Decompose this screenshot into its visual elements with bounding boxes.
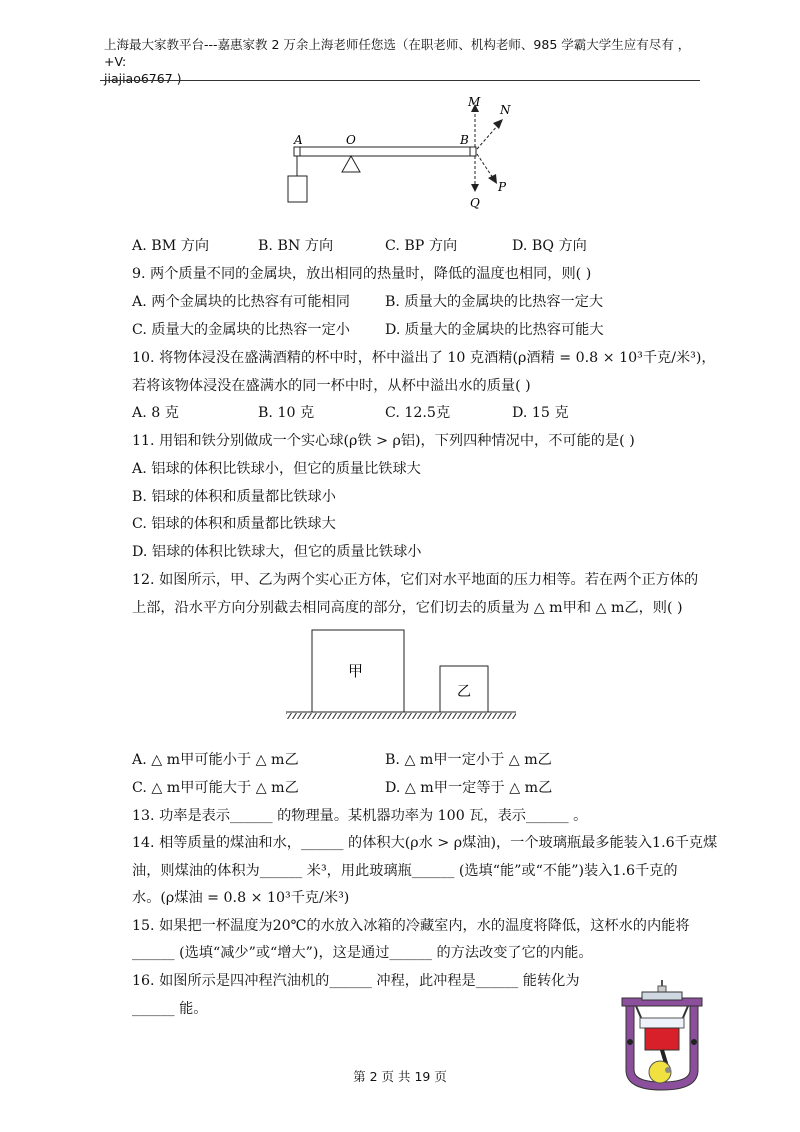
label-o: O xyxy=(346,133,356,147)
q16-line-2: ______ 能。 xyxy=(132,1001,208,1017)
q10-option-a: A. 8 克 xyxy=(132,405,179,421)
q10-stem-2: 若将该物体浸没在盛满水的同一杯中时，从杯中溢出水的质量( ) xyxy=(132,378,531,394)
fulcrum-triangle xyxy=(342,156,360,172)
q9-stem: 9. 两个质量不同的金属块，放出相同的热量时，降低的温度也相同，则( ) xyxy=(132,266,592,282)
q9-option-d: D. 质量大的金属块的比热容可能大 xyxy=(385,322,604,338)
piston xyxy=(645,1028,679,1050)
q11-option-c: C. 铝球的体积和质量都比铁球大 xyxy=(132,516,336,532)
q9-option-b: B. 质量大的金属块的比热容一定大 xyxy=(385,294,604,310)
q9-option-c: C. 质量大的金属块的比热容一定小 xyxy=(132,322,350,338)
label-n: N xyxy=(500,103,511,117)
label-q: Q xyxy=(470,196,480,210)
q12-option-d: D. △ m甲一定等于 △ m乙 xyxy=(385,780,553,796)
label-jia: 甲 xyxy=(348,662,364,680)
spark-plug-cap xyxy=(658,986,666,992)
arrow-bp xyxy=(477,154,493,178)
lever-bar xyxy=(294,147,476,156)
end-block-b xyxy=(470,147,476,156)
ground-hatch xyxy=(286,713,516,719)
q10-stem-1: 10. 将物体浸没在盛满酒精的杯中时，杯中溢出了 10 克酒精(ρ酒精 = 0.8 × 10³千克/米³)， xyxy=(132,350,716,366)
arrow-head-n xyxy=(493,119,503,129)
q14-line-3: 水。(ρ煤油 = 0.8 × 10³千克/米³) xyxy=(132,890,350,906)
q11-option-d: D. 铝球的体积比铁球大，但它的质量比铁球小 xyxy=(132,544,422,560)
arrow-bn xyxy=(477,124,499,149)
page-footer: 第 2 页 共 19 页 xyxy=(353,1069,447,1084)
header-line-2: jiajiao6767 ) xyxy=(104,71,182,86)
q11-option-a: A. 铝球的体积比铁球小，但它的质量比铁球大 xyxy=(132,461,421,477)
q11-stem: 11. 用铝和铁分别做成一个实心球(ρ铁 > ρ铝)，下列四种情况中，不可能的是( ) xyxy=(132,433,635,449)
label-m: M xyxy=(468,95,481,109)
q8-option-a: A. BM 方向 xyxy=(132,238,210,254)
arrow-head-p xyxy=(488,174,497,184)
q8-option-c: C. BP 方向 xyxy=(385,238,458,254)
combustion-chamber xyxy=(640,1018,684,1028)
hanging-weight xyxy=(288,176,307,202)
left-bolt xyxy=(627,1039,633,1045)
label-a: A xyxy=(294,133,303,147)
q16-line-1: 16. 如图所示是四冲程汽油机的______ 冲程，此冲程是______ 能转化为 xyxy=(132,973,580,989)
q12-option-b: B. △ m甲一定小于 △ m乙 xyxy=(385,752,552,768)
q15-line-1: 15. 如果把一杯温度为20℃的水放入冰箱的冷藏室内，水的温度将降低，这杯水的内能将 xyxy=(132,918,690,934)
q12-option-a: A. △ m甲可能小于 △ m乙 xyxy=(132,752,299,768)
label-b: B xyxy=(460,133,469,147)
q10-option-b: B. 10 克 xyxy=(258,405,315,421)
cubes-figure xyxy=(282,624,522,724)
valve-cover xyxy=(642,992,682,1000)
header-line-1: 上海最大家教平台---嘉惠家教 2 万余上海老师任您选（在职老师、机构老师、985 学霸大学生应有尽有 ，+V: xyxy=(104,37,691,69)
q10-option-c: C. 12.5克 xyxy=(385,405,451,421)
q8-option-b: B. BN 方向 xyxy=(258,238,334,254)
q14-line-1: 14. 相等质量的煤油和水，______ 的体积大(ρ水 > ρ煤油)，一个玻璃瓶最多能装入1.6千克煤 xyxy=(132,835,718,851)
q15-line-2: ______ (选填“减少”或“增大”)，这是通过______ 的方法改变了它的内能。 xyxy=(132,945,593,961)
q11-option-b: B. 铝球的体积和质量都比铁球小 xyxy=(132,489,336,505)
right-bolt xyxy=(691,1039,697,1045)
label-yi: 乙 xyxy=(457,684,471,700)
header-divider xyxy=(100,80,700,81)
q13-text: 13. 功率是表示______ 的物理量。某机器功率为 100 瓦，表示______ 。 xyxy=(132,808,588,824)
arrow-head-q xyxy=(471,184,479,192)
q12-option-c: C. △ m甲可能大于 △ m乙 xyxy=(132,780,299,796)
lever-figure xyxy=(280,92,520,217)
q14-line-2: 油，则煤油的体积为______ 米³，用此玻璃瓶______ (选填“能”或“不能”)装入1.6千克的 xyxy=(132,863,678,879)
q12-stem-1: 12. 如图所示，甲、乙为两个实心正方体，它们对水平地面的压力相等。若在两个正方体的 xyxy=(132,572,699,588)
end-block-a xyxy=(294,147,300,156)
q8-option-d: D. BQ 方向 xyxy=(512,238,587,254)
label-p: P xyxy=(498,180,507,194)
q12-stem-2: 上部，沿水平方向分别截去相同高度的部分，它们切去的质量为 △ m甲和 △ m乙，则( ) xyxy=(132,600,683,616)
q9-option-a: A. 两个金属块的比热容有可能相同 xyxy=(132,294,350,310)
q10-option-d: D. 15 克 xyxy=(512,405,569,421)
